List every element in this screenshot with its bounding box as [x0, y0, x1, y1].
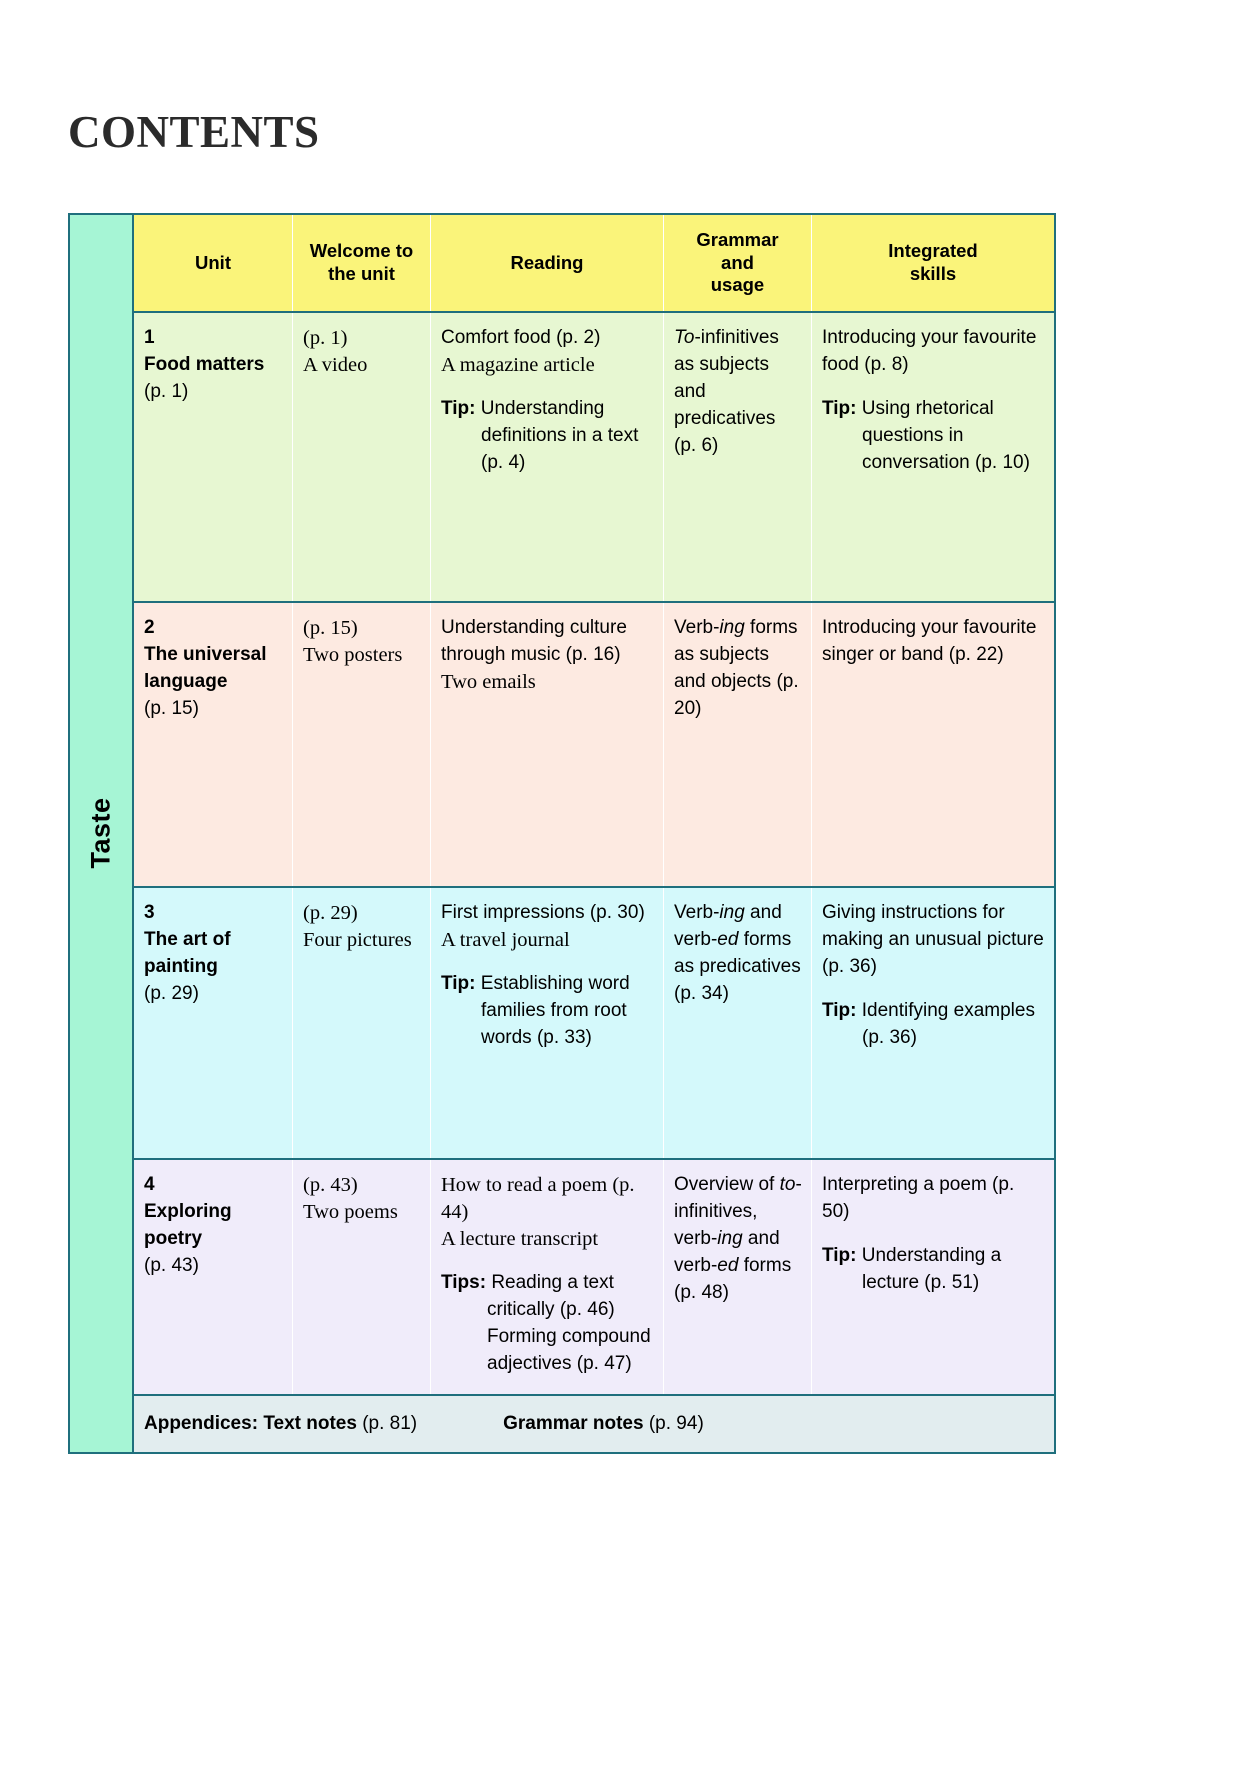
unit-title-line1: Exploring — [144, 1200, 232, 1222]
skills-cell — [812, 1160, 1054, 1394]
grammar-italic-term-3: ed — [717, 1254, 739, 1276]
reading-tip-text: Understanding definitions in a text (p. 4) — [480, 397, 639, 473]
skills-cell — [812, 603, 1054, 886]
unit-number: 3 — [144, 901, 155, 923]
unit-page-ref: (p. 43) — [144, 1254, 199, 1276]
unit-title: Food matters — [144, 353, 265, 375]
header-skills-label — [888, 240, 977, 285]
grammar-text — [674, 325, 802, 460]
unit-page-ref: (p. 29) — [144, 982, 199, 1004]
grammar-text — [674, 900, 802, 1008]
grammar-rest: forms as subjects and objects (p. 20) — [674, 616, 799, 719]
unit-title — [144, 927, 283, 981]
reading-item-1: Comfort food (p. 2) — [441, 326, 601, 348]
reading-cell — [431, 603, 664, 886]
skills-tip-label: Tip: — [822, 397, 857, 419]
reading-item-1: Understanding culture through music (p. 16) — [441, 616, 627, 665]
grammar-rest: forms as predicatives (p. 34) — [674, 928, 801, 1004]
skills-tip — [822, 396, 1045, 477]
reading-item-2: Two emails — [441, 670, 536, 693]
table-row — [134, 1160, 1054, 1396]
reading-cell — [431, 1160, 664, 1394]
grammar-pre: Verb- — [674, 901, 720, 923]
reading-cell — [431, 888, 664, 1158]
welcome-item: Four pictures — [303, 928, 412, 951]
grammar-pre: Overview of — [674, 1173, 780, 1195]
header-grammar-line3: usage — [710, 274, 765, 296]
header-welcome-line1: Welcome to — [309, 240, 414, 262]
reading-tip-text: Establishing word families from root words (p. 33) — [480, 972, 630, 1048]
welcome-item: Two posters — [303, 643, 403, 666]
appendices-content — [134, 1399, 1054, 1449]
header-reading — [431, 215, 664, 311]
reading-tip-label: Tips: — [441, 1272, 487, 1294]
welcome-item: A video — [303, 353, 368, 376]
header-integrated-skills — [812, 215, 1054, 311]
table-row — [134, 313, 1054, 603]
unit-title — [144, 642, 283, 696]
reading-item-2: A travel journal — [441, 928, 570, 951]
appendices-item-text-notes — [144, 1413, 417, 1435]
header-welcome-label — [310, 240, 413, 285]
unit-page-ref: (p. 1) — [144, 380, 189, 402]
unit-title-line2: poetry — [144, 1227, 203, 1249]
grammar-italic-term-2: ing — [717, 1227, 743, 1249]
grammar-cell — [664, 888, 812, 1158]
contents-table — [68, 213, 1056, 1454]
appendices-item-grammar-notes — [503, 1413, 704, 1435]
header-unit — [134, 215, 293, 311]
unit-title-line1: The universal — [144, 643, 267, 665]
appendices-item2-name: Grammar notes — [503, 1412, 644, 1434]
welcome-cell — [293, 313, 431, 601]
grammar-text — [674, 1172, 802, 1307]
unit-cell — [134, 888, 293, 1158]
reading-item-2: A magazine article — [441, 353, 595, 376]
grammar-cell — [664, 1160, 812, 1394]
skills-tip-text: Identifying examples (p. 36) — [861, 999, 1035, 1048]
reading-item-2: A lecture transcript — [441, 1228, 599, 1251]
appendices-label: Appendices: — [144, 1412, 259, 1434]
reading-tip-text-b: Forming compound adjectives (p. 47) — [487, 1326, 651, 1375]
header-skills-line2: skills — [909, 262, 957, 284]
unit-title-line1: The art of — [144, 928, 231, 950]
grammar-mid-1: -infinitives, verb- — [674, 1173, 802, 1249]
unit-page-ref: (p. 15) — [144, 697, 199, 719]
welcome-cell — [293, 1160, 431, 1394]
skills-main: Giving instructions for making an unusual picture (p. 36) — [822, 901, 1044, 977]
table-row — [134, 888, 1054, 1160]
skills-tip-text: Understanding a lecture (p. 51) — [861, 1244, 1002, 1293]
unit-number: 2 — [144, 616, 155, 638]
header-reading-label: Reading — [510, 251, 584, 273]
table-header-row — [134, 215, 1054, 313]
header-welcome-line2: the unit — [328, 262, 395, 284]
grammar-rest: -infinitives as subjects and predicatives (p. 6) — [674, 326, 779, 456]
unit-cell — [134, 313, 293, 601]
welcome-page-ref: (p. 43) — [303, 1173, 358, 1196]
header-grammar-label — [696, 229, 778, 297]
appendices-item2-page: (p. 94) — [648, 1412, 704, 1434]
skills-cell — [812, 313, 1054, 601]
unit-title-line2: painting — [144, 955, 218, 977]
reading-tip — [441, 1270, 654, 1378]
reading-tip-text-a: Reading a text critically (p. 46) — [487, 1272, 615, 1321]
skills-tip-label: Tip: — [822, 1244, 857, 1266]
appendices-item1-name: Text notes — [263, 1412, 357, 1434]
reading-tip-label: Tip: — [441, 972, 476, 994]
grammar-pre: Verb- — [674, 616, 720, 638]
table-row — [134, 603, 1054, 888]
grammar-italic-term: To — [674, 326, 695, 348]
grammar-rest: forms (p. 48) — [674, 1254, 792, 1303]
unit-number: 1 — [144, 326, 155, 348]
skills-tip — [822, 998, 1045, 1052]
appendices-row — [134, 1396, 1054, 1452]
grammar-mid: and verb- — [674, 901, 782, 950]
theme-strip — [70, 215, 134, 1452]
grammar-italic-term-1: ing — [719, 901, 745, 923]
grammar-text — [674, 615, 802, 723]
grammar-cell — [664, 313, 812, 601]
reading-item-1: How to read a poem (p. 44) — [441, 1173, 635, 1223]
unit-cell — [134, 1160, 293, 1394]
grammar-italic-term: ing — [719, 616, 745, 638]
skills-main: Introducing your favourite singer or band (p. 22) — [822, 616, 1037, 665]
reading-item-1: First impressions (p. 30) — [441, 901, 645, 923]
reading-tip — [441, 971, 654, 1052]
unit-title-line2: language — [144, 670, 228, 692]
reading-cell — [431, 313, 664, 601]
welcome-page-ref: (p. 29) — [303, 901, 358, 924]
header-grammar — [664, 215, 812, 311]
skills-tip — [822, 1243, 1045, 1297]
header-grammar-line2: and — [721, 251, 754, 273]
grammar-cell — [664, 603, 812, 886]
skills-tip-label: Tip: — [822, 999, 857, 1021]
skills-tip-text: Using rhetorical questions in conversation (p. 10) — [861, 397, 1030, 473]
skills-main: Interpreting a poem (p. 50) — [822, 1173, 1015, 1222]
theme-label: Taste — [85, 797, 116, 869]
appendices-item1-page: (p. 81) — [362, 1412, 418, 1434]
unit-number: 4 — [144, 1173, 155, 1195]
welcome-page-ref: (p. 15) — [303, 616, 358, 639]
reading-tip — [441, 396, 654, 477]
header-unit-label: Unit — [195, 251, 231, 273]
unit-title — [144, 1199, 283, 1253]
skills-main: Introducing your favourite food (p. 8) — [822, 326, 1037, 375]
page-title: CONTENTS — [68, 107, 320, 157]
welcome-page-ref: (p. 1) — [303, 326, 348, 349]
welcome-item: Two poems — [303, 1200, 398, 1223]
grammar-mid-2: and verb- — [674, 1227, 780, 1276]
grammar-italic-term-1: to — [779, 1173, 796, 1195]
unit-cell — [134, 603, 293, 886]
header-welcome — [293, 215, 431, 311]
header-grammar-line1: Grammar — [696, 229, 779, 250]
welcome-cell — [293, 888, 431, 1158]
reading-tip-label: Tip: — [441, 397, 476, 419]
grammar-italic-term-2: ed — [717, 928, 739, 950]
header-skills-line1: Integrated — [888, 240, 978, 262]
welcome-cell — [293, 603, 431, 886]
table-grid — [134, 215, 1054, 1452]
skills-cell — [812, 888, 1054, 1158]
